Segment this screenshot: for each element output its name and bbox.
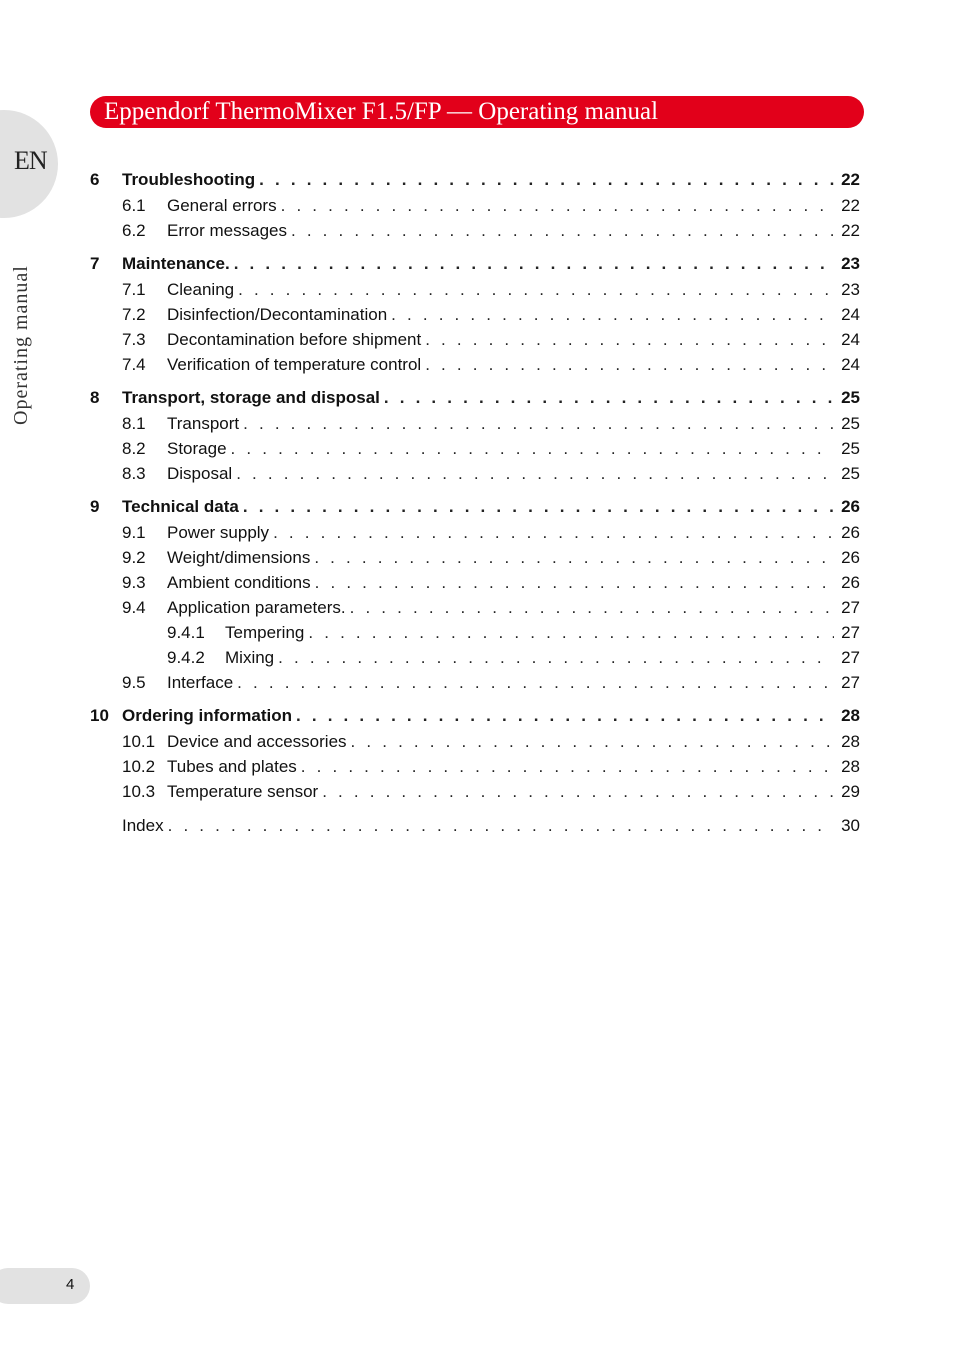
table-of-contents — [90, 166, 860, 838]
dot-leader — [314, 545, 834, 570]
toc-entry-title: Troubleshooting — [122, 170, 256, 189]
toc-entry[interactable] — [90, 595, 860, 620]
dot-leader — [384, 384, 834, 411]
dot-leader — [273, 520, 834, 545]
toc-entry-title: Transport, storage and disposal — [122, 388, 380, 407]
toc-entry-page: 27 — [841, 623, 860, 642]
dot-leader — [425, 327, 834, 352]
toc-entry-title: Maintenance. — [122, 254, 230, 273]
toc-entry-page: 30 — [841, 816, 860, 835]
dot-leader — [237, 670, 834, 695]
toc-entry-number: 9.2 — [122, 548, 146, 567]
toc-entry-number: 9.4 — [122, 598, 146, 617]
toc-entry-number: 7.3 — [122, 330, 146, 349]
toc-entry-number: 6 — [90, 170, 100, 189]
toc-entry-page: 22 — [841, 196, 860, 215]
dot-leader — [351, 729, 834, 754]
dot-leader — [291, 218, 834, 243]
toc-entry-page: 25 — [841, 439, 860, 458]
toc-entry[interactable] — [90, 436, 860, 461]
toc-entry-number: 10.1 — [122, 732, 156, 751]
toc-entry-page: 25 — [841, 388, 860, 407]
dot-leader — [278, 645, 834, 670]
toc-entry-title: Error messages — [167, 221, 287, 240]
toc-entry-title: Device and accessories — [167, 732, 347, 751]
toc-entry-number: 9.4.2 — [167, 648, 205, 667]
toc-entry[interactable] — [90, 166, 860, 193]
dot-leader — [259, 166, 834, 193]
toc-entry-number: 8.2 — [122, 439, 146, 458]
toc-entry-page: 24 — [841, 330, 860, 349]
toc-entry[interactable] — [90, 384, 860, 411]
toc-entry-page: 22 — [841, 221, 860, 240]
toc-entry[interactable] — [90, 461, 860, 486]
toc-entry-page: 24 — [841, 355, 860, 374]
document-title: Eppendorf ThermoMixer F1.5/FP — Operating manual — [104, 98, 659, 125]
toc-entry-title: Power supply — [167, 523, 270, 542]
dot-leader — [243, 411, 834, 436]
dot-leader — [281, 193, 834, 218]
toc-entry-title: Tempering — [225, 623, 305, 642]
toc-entry-number: 8 — [90, 388, 100, 407]
toc-entry-page: 23 — [841, 280, 860, 299]
toc-entry-page: 23 — [841, 254, 860, 273]
toc-entry-number: 10 — [90, 706, 109, 725]
toc-entry-page: 27 — [841, 598, 860, 617]
dot-leader — [391, 302, 834, 327]
toc-entry-title: General errors — [167, 196, 277, 215]
toc-entry-number: 7 — [90, 254, 100, 273]
toc-entry-title: Weight/dimensions — [167, 548, 311, 567]
toc-entry-page: 26 — [841, 548, 860, 567]
toc-entry-title: Mixing — [225, 648, 275, 667]
dot-leader — [425, 352, 834, 377]
toc-entry[interactable] — [90, 779, 860, 804]
toc-entry-page: 27 — [841, 648, 860, 667]
toc-entry-page: 25 — [841, 414, 860, 433]
dot-leader — [322, 779, 834, 804]
dot-leader — [168, 813, 834, 838]
dot-leader — [243, 493, 834, 520]
toc-entry[interactable] — [90, 729, 860, 754]
toc-entry-page: 25 — [841, 464, 860, 483]
toc-entry-title: Verification of temperature control — [167, 355, 422, 374]
toc-entry-title: Decontamination before shipment — [167, 330, 422, 349]
page-number-tab — [0, 1268, 90, 1304]
toc-entry[interactable] — [90, 411, 860, 436]
toc-entry-number: 9.3 — [122, 573, 146, 592]
toc-entry-title: Disposal — [167, 464, 233, 483]
toc-entry[interactable] — [90, 493, 860, 520]
header-bar — [90, 96, 864, 128]
toc-entry-title: Cleaning — [167, 280, 235, 299]
dot-leader — [315, 570, 834, 595]
toc-entry-number: 7.2 — [122, 305, 146, 324]
side-section-title: Operating manual — [10, 265, 32, 425]
toc-entry-page: 26 — [841, 497, 860, 516]
dot-leader — [236, 461, 834, 486]
toc-entry-title: Temperature sensor — [167, 782, 319, 801]
toc-entry-page: 24 — [841, 305, 860, 324]
toc-entry-title: Index — [122, 816, 164, 835]
toc-entry-page: 26 — [841, 573, 860, 592]
page-number: 4 — [66, 1276, 75, 1293]
toc-entry[interactable] — [90, 545, 860, 570]
toc-entry[interactable] — [90, 302, 860, 327]
toc-entry-number: 10.2 — [122, 757, 156, 776]
toc-entry-number: 7.4 — [122, 355, 146, 374]
toc-entry-title: Ordering information — [122, 706, 292, 725]
toc-entry-page: 28 — [841, 706, 860, 725]
toc-entry-page: 29 — [841, 782, 860, 801]
toc-entry-page: 28 — [841, 732, 860, 751]
toc-entry[interactable] — [90, 620, 860, 645]
toc-entry[interactable] — [90, 193, 860, 218]
dot-leader — [238, 277, 834, 302]
dot-leader — [296, 702, 834, 729]
toc-entry-page: 27 — [841, 673, 860, 692]
toc-entry-title: Ambient conditions — [167, 573, 311, 592]
toc-entry[interactable] — [90, 277, 860, 302]
toc-entry-title: Tubes and plates — [167, 757, 297, 776]
toc-entry[interactable] — [90, 754, 860, 779]
toc-entry-number: 8.3 — [122, 464, 146, 483]
toc-entry[interactable] — [90, 327, 860, 352]
dot-leader — [231, 436, 834, 461]
toc-entry[interactable] — [90, 570, 860, 595]
dot-leader — [350, 595, 834, 620]
toc-entry-title: Disinfection/Decontamination — [167, 305, 388, 324]
toc-entry-page: 22 — [841, 170, 860, 189]
toc-entry[interactable] — [90, 520, 860, 545]
toc-entry-number: 9 — [90, 497, 100, 516]
toc-entry-number: 6.1 — [122, 196, 146, 215]
toc-entry-page: 26 — [841, 523, 860, 542]
dot-leader — [301, 754, 834, 779]
toc-entry-number: 9.4.1 — [167, 623, 205, 642]
toc-entry-number: 9.5 — [122, 673, 146, 692]
language-label: EN — [14, 146, 47, 175]
toc-entry-title: Application parameters. — [167, 598, 346, 617]
toc-entry[interactable] — [90, 702, 860, 729]
toc-entry-title: Technical data — [122, 497, 239, 516]
toc-entry-number: 7.1 — [122, 280, 146, 299]
toc-entry-title: Interface — [167, 673, 234, 692]
toc-entry[interactable] — [90, 645, 860, 670]
toc-entry[interactable] — [90, 250, 860, 277]
toc-entry[interactable] — [90, 352, 860, 377]
toc-entry-title: Transport — [167, 414, 240, 433]
toc-entry[interactable] — [90, 218, 860, 243]
dot-leader — [234, 250, 834, 277]
toc-entry-page: 28 — [841, 757, 860, 776]
toc-entry-number: 10.3 — [122, 782, 156, 801]
toc-entry-number: 6.2 — [122, 221, 146, 240]
dot-leader — [308, 620, 834, 645]
toc-entry-title: Storage — [167, 439, 227, 458]
toc-entry-number: 9.1 — [122, 523, 146, 542]
toc-entry-number: 8.1 — [122, 414, 146, 433]
toc-entry[interactable] — [90, 813, 860, 838]
toc-entry[interactable] — [90, 670, 860, 695]
